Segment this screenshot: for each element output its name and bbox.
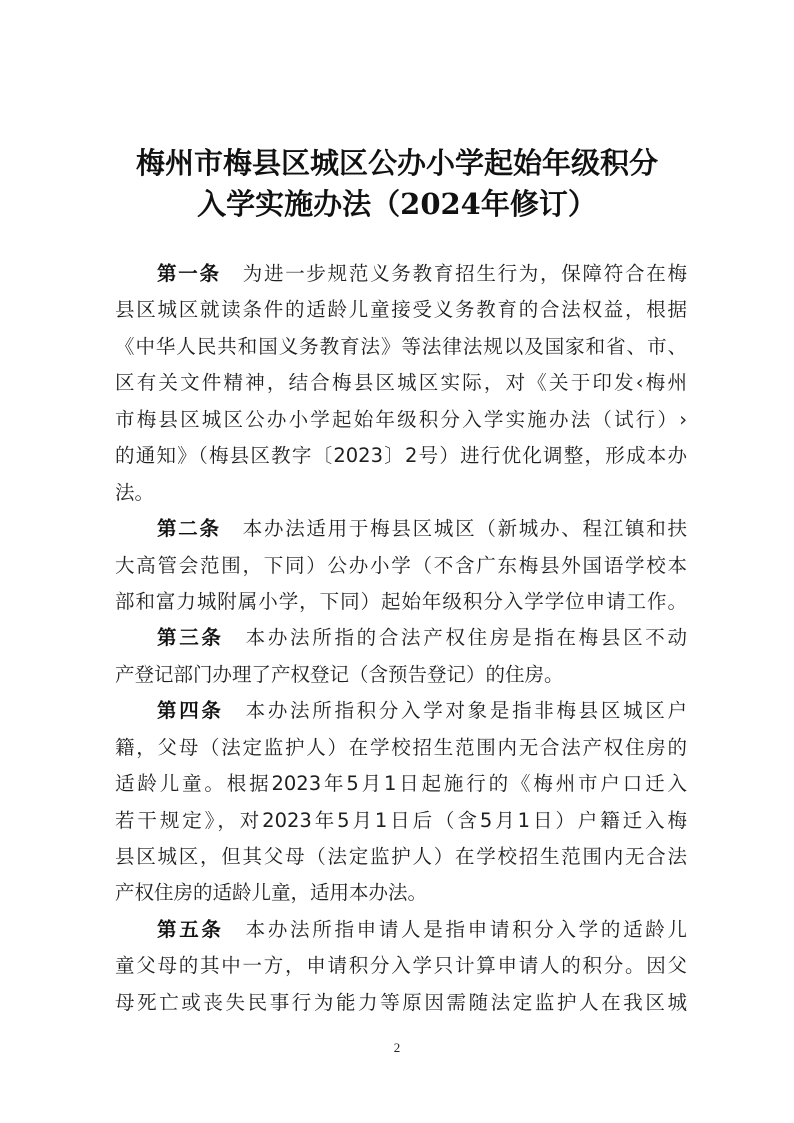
paragraph-line: 适龄儿童。根据2023年5月1日起施行的《梅州市户口迁入: [115, 772, 687, 796]
article-1: [115, 256, 687, 511]
paragraph-line: 产登记部门办理了产权登记（含预告登记）的住房。: [115, 662, 564, 686]
document-body: [115, 256, 687, 1021]
document-title-line-1: 梅州市梅县区城区公办小学起始年级积分: [135, 146, 658, 180]
paragraph-line: 大高管会范围，下同）公办小学（不含广东梅县外国语学校本: [115, 553, 687, 577]
article-heading: 第三条: [157, 626, 224, 650]
article-heading: 第五条: [157, 917, 224, 941]
article-5: [115, 912, 687, 1021]
document-title-line-2: 入学实施办法（2024年修订）: [197, 187, 597, 221]
paragraph-line: 区有关文件精神，结合梅县区城区实际，对《关于印发‹梅州: [115, 371, 687, 395]
article-2: [115, 511, 687, 620]
paragraph-line: 部和富力城附属小学，下同）起始年级积分入学学位申请工作。: [115, 589, 687, 613]
paragraph-line: 市梅县区城区公办小学起始年级积分入学实施办法（试行）›: [115, 407, 687, 431]
line-text: 本办法适用于梅县区城区（新城办、程江镇和扶: [242, 517, 687, 541]
paragraph-line: [115, 256, 687, 292]
paragraph-line: 《中华人民共和国义务教育法》等法律法规以及国家和省、市、: [115, 334, 687, 358]
paragraph-line: [115, 620, 687, 656]
line-text: 本办法所指的合法产权住房是指在梅县区不动: [245, 626, 687, 650]
paragraph-line: 产权住房的适龄儿童，适用本办法。: [115, 881, 428, 905]
paragraph-line: 的通知》（梅县区教字〔2023〕2号）进行优化调整，形成本办: [115, 444, 687, 468]
paragraph-line: [115, 912, 687, 948]
article-heading: 第二条: [157, 517, 221, 541]
paragraph-line: 县区城区就读条件的适龄儿童接受义务教育的合法权益，根据: [115, 298, 687, 322]
paragraph-line: 母死亡或丧失民事行为能力等原因需随法定监护人在我区城: [115, 990, 687, 1014]
page-number: 2: [393, 1040, 401, 1055]
article-heading: 第一条: [157, 262, 221, 285]
paragraph-line: 法。: [115, 480, 155, 504]
paragraph-line: 籍，父母（法定监护人）在学校招生范围内无合法产权住房的: [115, 735, 687, 759]
paragraph-line: [115, 511, 687, 547]
paragraph-line: 童父母的其中一方，申请积分入学只计算申请人的积分。因父: [115, 954, 687, 978]
paragraph-line: 若干规定》，对2023年5月1日后（含5月1日）户籍迁入梅: [115, 808, 687, 832]
article-3: [115, 620, 687, 693]
article-4: [115, 693, 687, 912]
article-heading: 第四条: [157, 699, 224, 723]
paragraph-line: 县区城区，但其父母（法定监护人）在学校招生范围内无合法: [115, 845, 687, 868]
line-text: 为进一步规范义务教育招生行为，保障符合在梅: [242, 262, 687, 285]
line-text: 本办法所指积分入学对象是指非梅县区城区户: [245, 699, 687, 723]
paragraph-line: [115, 693, 687, 729]
line-text: 本办法所指申请人是指申请积分入学的适龄儿: [245, 917, 687, 941]
